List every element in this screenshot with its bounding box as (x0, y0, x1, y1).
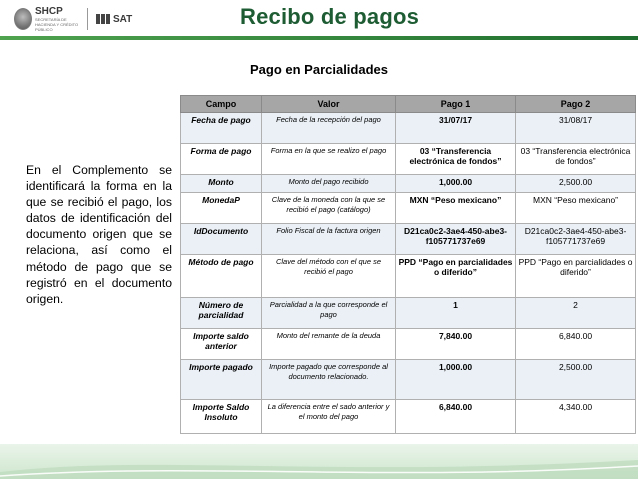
page-title: Recibo de pagos (240, 4, 420, 29)
cell-campo: Importe pagado (181, 360, 262, 400)
cell-pago-1: 03 “Transferencia electrónica de fondos” (396, 144, 516, 175)
sat-logo-icon (96, 14, 110, 24)
table-row (181, 224, 636, 255)
description-text: En el Complemento se identificará la forma en la que se recibió el pago, los datos de identificación del documento origen que se relaciona, así como el método de pago que se registró en el documento origen. (26, 163, 172, 306)
cell-valor: La diferencia entre el sado anterior y el monto del pago (262, 400, 396, 434)
cell-campo: Método de pago (181, 255, 262, 298)
cell-valor: Forma en la que se realizo el pago (262, 144, 396, 175)
cell-pago-2: 4,340.00 (516, 400, 636, 434)
cell-valor: Fecha de la recepción del pago (262, 113, 396, 144)
cell-valor: Clave de la moneda con la que se recibió el pago (catálogo) (262, 193, 396, 224)
cell-campo: Número de parcialidad (181, 298, 262, 329)
column-header-valor: Valor (262, 96, 396, 113)
cell-pago-1: 7,840.00 (396, 329, 516, 360)
cell-valor: Importe pagado que corresponde al documento relacionado. (262, 360, 396, 400)
cell-pago-1: 1,000.00 (396, 360, 516, 400)
table-row (181, 329, 636, 360)
table-row (181, 144, 636, 175)
cell-pago-1: 1,000.00 (396, 175, 516, 193)
cell-pago-2: 31/08/17 (516, 113, 636, 144)
header (0, 0, 638, 36)
cell-pago-2: 03 “Transferencia electrónica de fondos” (516, 144, 636, 175)
cell-pago-1: 31/07/17 (396, 113, 516, 144)
cell-valor: Clave del método con el que se recibió el pago (262, 255, 396, 298)
cell-valor: Folio Fiscal de la factura origen (262, 224, 396, 255)
cell-pago-1: 6,840.00 (396, 400, 516, 434)
cell-pago-2: MXN “Peso mexicano” (516, 193, 636, 224)
cell-pago-2: 2,500.00 (516, 360, 636, 400)
cell-campo: MonedaP (181, 193, 262, 224)
cell-valor: Parcialidad a la que corresponde el pago (262, 298, 396, 329)
cell-campo: Importe Saldo Insoluto (181, 400, 262, 434)
cell-pago-2: D21ca0c2-3ae4-450-abe3-f105771737e69 (516, 224, 636, 255)
cell-pago-1: PPD “Pago en parcialidades o diferido” (396, 255, 516, 298)
seal-icon (14, 8, 32, 30)
table-header-row (181, 96, 636, 113)
table-row (181, 193, 636, 224)
footer-wave (0, 452, 638, 479)
cell-pago-2: 6,840.00 (516, 329, 636, 360)
shcp-logo (14, 6, 79, 32)
cell-pago-1: 1 (396, 298, 516, 329)
sat-logo (96, 14, 132, 25)
column-header-pago-2: Pago 2 (516, 96, 636, 113)
cell-pago-1: MXN “Peso mexicano” (396, 193, 516, 224)
section-subtitle: Pago en Parcialidades (249, 62, 388, 77)
table-row (181, 255, 636, 298)
cell-valor: Monto del remante de la deuda (262, 329, 396, 360)
column-header-pago-1: Pago 1 (396, 96, 516, 113)
cell-campo: Forma de pago (181, 144, 262, 175)
cell-campo: Importe saldo anterior (181, 329, 262, 360)
shcp-logo-subtext: SECRETARÍA DE HACIENDA Y CRÉDITO PÚBLICO (35, 17, 79, 32)
cell-pago-1: D21ca0c2-3ae4-450-abe3-f105771737e69 (396, 224, 516, 255)
table-row (181, 113, 636, 144)
cell-pago-2: 2,500.00 (516, 175, 636, 193)
table-row (181, 175, 636, 193)
shcp-logo-text: SHCP (35, 6, 63, 17)
header-accent-band (0, 36, 638, 40)
cell-campo: Monto (181, 175, 262, 193)
sat-logo-text: SAT (113, 13, 133, 25)
table-row (181, 400, 636, 434)
cell-campo: Fecha de pago (181, 113, 262, 144)
logo-group (14, 6, 132, 32)
cell-pago-2: PPD “Pago en parcialidades o diferido” (516, 255, 636, 298)
payment-receipt-table (180, 95, 636, 434)
cell-valor: Monto del pago recibido (262, 175, 396, 193)
table-row (181, 298, 636, 329)
column-header-campo: Campo (181, 96, 262, 113)
logo-divider (87, 8, 88, 30)
table-row (181, 360, 636, 400)
cell-campo: IdDocumento (181, 224, 262, 255)
cell-pago-2: 2 (516, 298, 636, 329)
